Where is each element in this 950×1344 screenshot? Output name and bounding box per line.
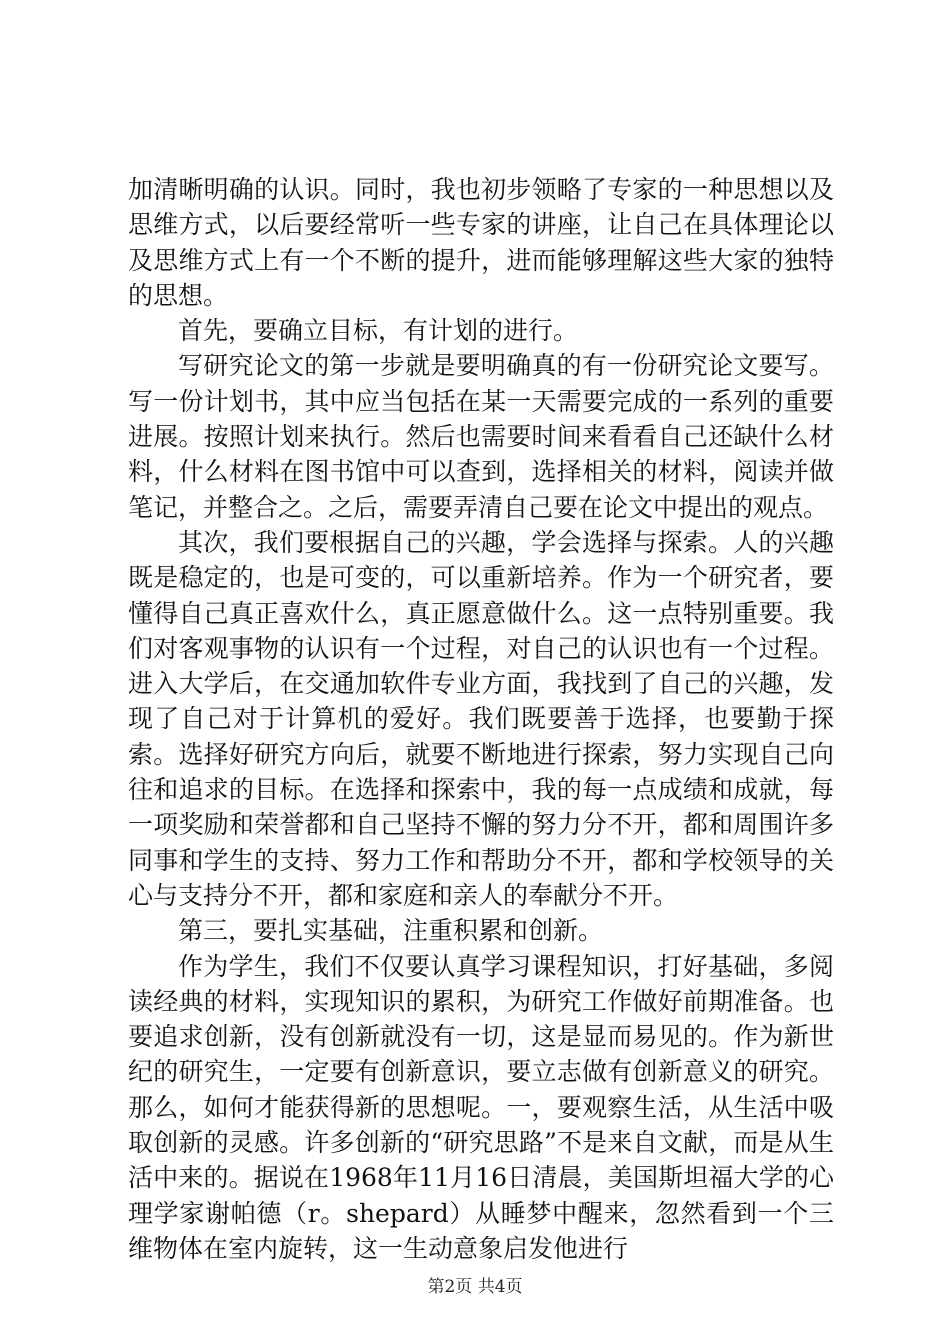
paragraph: 其次，我们要根据自己的兴趣，学会选择与探索。人的兴趣既是稳定的，也是可变的，可以重新培养。作为一个研究者，要懂得自己真正喜欢什么，真正愿意做什么。这一点特别重要。我们对客观事物的认识有一个过程，对自己的认识也有一个过程。进入大学后，在交通加软件专业方面，我找到了自己的兴趣，发现了自己对于计算机的爱好。我们既要善于选择，也要勤于探索。选择好研究方向后，就要不断地进行探索，努力实现自己向往和追求的目标。在选择和探索中，我的每一点成绩和成就，每一项奖励和荣誉都和自己坚持不懈的努力分不开，都和周围许多同事和学生的支持、努力工作和帮助分不开，都和学校领导的关心与支持分不开，都和家庭和亲人的奉献分不开。 <box>128 527 834 910</box>
document-body <box>128 172 834 1266</box>
paragraph: 首先，要确立目标，有计划的进行。 <box>178 316 579 346</box>
paragraph: 加清晰明确的认识。同时，我也初步领略了专家的一种思想以及思维方式，以后要经常听一些专家的讲座，让自己在具体理论以及思维方式上有一个不断的提升，进而能够理解这些大家的独特的思想。 <box>128 175 834 310</box>
paragraph: 第三，要扎实基础，注重积累和创新。 <box>178 916 604 946</box>
page-footer: 第2页 共4页 <box>427 1277 523 1297</box>
paragraph: 写研究论文的第一步就是要明确真的有一份研究论文要写。写一份计划书，其中应当包括在某一天需要完成的一系列的重要进展。按照计划来执行。然后也需要时间来看看自己还缺什么材料，什么材料在图书馆中可以查到，选择相关的材料，阅读并做笔记，并整合之。之后，需要弄清自己要在论文中提出的观点。 <box>128 351 834 522</box>
paragraph: 作为学生，我们不仅要认真学习课程知识，打好基础，多阅读经典的材料，实现知识的累积，为研究工作做好前期准备。也要追求创新，没有创新就没有一切，这是显而易见的。作为新世纪的研究生，一定要有创新意识，要立志做有创新意义的研究。那么，如何才能获得新的思想呢。一，要观察生活，从生活中吸取创新的灵感。许多创新的“研究思路”不是来自文献，而是从生活中来的。据说在1968年11月16日清晨，美国斯坦福大学的心理学家谢帕德（r。shepard）从睡梦中醒来，忽然看到一个三维物体在室内旋转，这一生动意象启发他进行 <box>128 951 834 1263</box>
